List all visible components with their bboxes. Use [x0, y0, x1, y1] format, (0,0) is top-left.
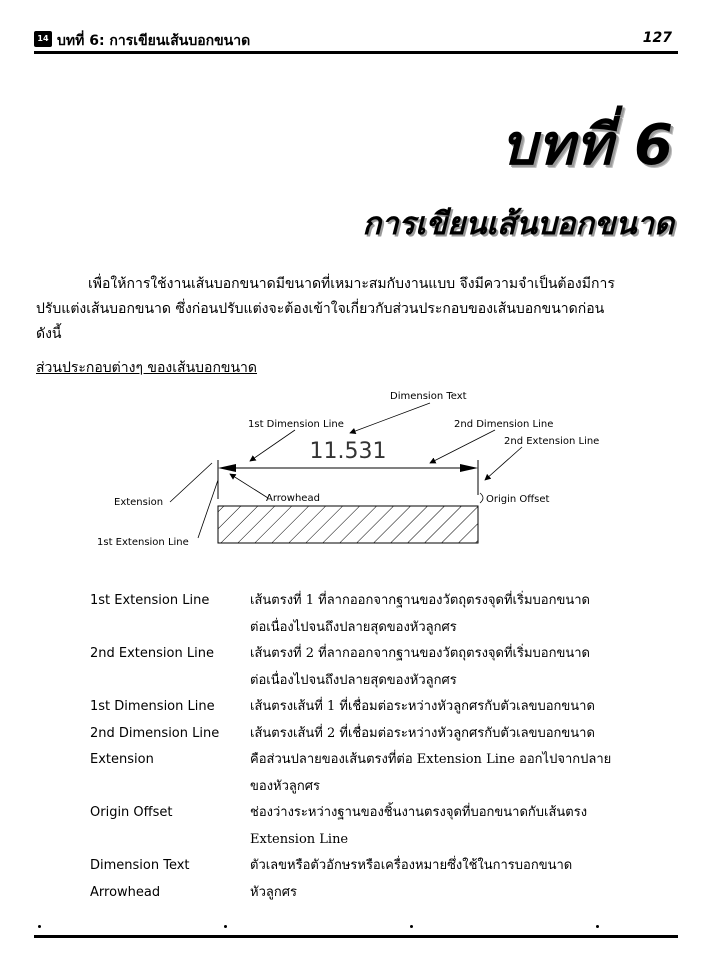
intro-paragraph — [36, 272, 668, 347]
definition-text — [250, 880, 670, 907]
definition-term: Arrowhead — [90, 884, 161, 900]
definition-row — [90, 588, 670, 641]
definition-term: 2nd Extension Line — [90, 646, 214, 661]
definition-term: 1st Extension Line — [90, 593, 210, 608]
definition-term: Dimension Text — [90, 858, 190, 873]
definition-text — [250, 747, 670, 800]
definition-term: Extension — [90, 752, 154, 767]
definition-row — [90, 721, 670, 748]
definition-row — [90, 747, 670, 800]
leader-second-extension-line — [485, 447, 522, 480]
definition-line: ของหัวลูกศร — [250, 778, 320, 794]
chapter-number: บทที่ 6 — [501, 113, 674, 178]
definition-row — [90, 880, 670, 907]
definition-line: คือส่วนปลายของเส้นตรงที่ต่อ Extension Line ออกไปจากปลาย — [250, 752, 612, 767]
page-number: 127 — [642, 30, 672, 46]
page-header — [34, 30, 678, 52]
label-dimension-text: Dimension Text — [390, 391, 467, 402]
arrowhead-left — [218, 464, 236, 472]
label-arrowhead: Arrowhead — [266, 493, 320, 504]
definition-term: Origin Offset — [90, 805, 173, 820]
section-heading: ส่วนประกอบต่างๆ ของเส้นบอกขนาด — [36, 360, 258, 376]
leader-extension — [170, 463, 212, 502]
label-extension: Extension — [114, 497, 164, 508]
hatched-part — [218, 506, 478, 543]
definition-line: เส้นตรงที่ 1 ที่ลากออกจากฐานของวัตถุตรงจุดที่เริ่มบอกขนาด — [250, 593, 590, 608]
chapter-title: การเขียนเส้นบอกขนาด — [362, 206, 674, 242]
origin-offset-mark — [480, 493, 483, 503]
definition-row — [90, 853, 670, 880]
definition-text — [250, 853, 670, 880]
leader-dimension-text — [350, 403, 430, 433]
label-first-extension-line: 1st Extension Line — [97, 537, 189, 548]
definition-line: Extension Line — [250, 831, 349, 847]
label-origin-offset: Origin Offset — [486, 494, 550, 505]
label-second-dimension-line: 2nd Dimension Line — [454, 419, 554, 430]
scan-dot — [224, 925, 227, 928]
intro-line-2: ปรับแต่งเส้นบอกขนาด ซึ่งก่อนปรับแต่งจะต้องเข้าใจเกี่ยวกับส่วนประกอบของเส้นบอกขนาดก่อน — [36, 301, 605, 317]
definition-line: เส้นตรงเส้นที่ 1 ที่เชื่อมต่อระหว่างหัวลูกศรกับตัวเลขบอกขนาด — [250, 699, 595, 714]
definition-row — [90, 800, 670, 853]
definition-text — [250, 694, 670, 721]
definition-text — [250, 641, 670, 694]
scan-dot — [596, 925, 599, 928]
leader-first-dimension-line — [250, 430, 295, 461]
label-first-dimension-line: 1st Dimension Line — [248, 419, 344, 430]
intro-line-3: ดังนี้ — [36, 326, 62, 342]
definition-term: 2nd Dimension Line — [90, 725, 220, 741]
definition-row — [90, 641, 670, 694]
definition-text — [250, 588, 670, 641]
leader-second-dimension-line — [430, 430, 495, 463]
definition-line: ต่อเนื่องไปจนถึงปลายสุดของหัวลูกศร — [250, 672, 457, 688]
definition-text — [250, 721, 670, 748]
definition-row — [90, 694, 670, 721]
definition-line: เส้นตรงที่ 2 ที่ลากออกจากฐานของวัตถุตรงจุดที่เริ่มบอกขนาด — [250, 646, 590, 661]
running-title: บทที่ 6: การเขียนเส้นบอกขนาด — [57, 33, 251, 49]
definition-line: เส้นตรงเส้นที่ 2 ที่เชื่อมต่อระหว่างหัวลูกศรกับตัวเลขบอกขนาด — [250, 725, 595, 741]
footer-rule — [34, 935, 678, 938]
dimension-value: 11.531 — [309, 439, 387, 464]
definition-line: หัวลูกศร — [250, 884, 297, 900]
leader-first-extension-line — [198, 480, 218, 538]
definition-line: ต่อเนื่องไปจนถึงปลายสุดของหัวลูกศร — [250, 619, 457, 635]
intro-line-1: เพื่อให้การใช้งานเส้นบอกขนาดมีขนาดที่เหมาะสมกับงานแบบ จึงมีความจำเป็นต้องมีการ — [88, 276, 615, 292]
leader-arrowhead — [230, 474, 268, 498]
header-rule — [34, 51, 678, 54]
definition-line: ช่องว่างระหว่างฐานของชิ้นงานตรงจุดที่บอกขนาดกับเส้นตรง — [250, 805, 588, 820]
definition-list — [90, 588, 670, 906]
chapter-badge-text: 14 — [37, 34, 49, 43]
scan-dot — [38, 925, 41, 928]
scan-dot — [410, 925, 413, 928]
chapter-badge-icon — [34, 31, 52, 47]
dimension-diagram — [90, 385, 630, 555]
definition-term: 1st Dimension Line — [90, 699, 215, 714]
arrowhead-right — [460, 464, 478, 472]
label-second-extension-line: 2nd Extension Line — [504, 436, 600, 447]
definition-text — [250, 800, 670, 853]
definition-line: ตัวเลขหรือตัวอักษรหรือเครื่องหมายซึ่งใช้ในการบอกขนาด — [250, 858, 573, 873]
